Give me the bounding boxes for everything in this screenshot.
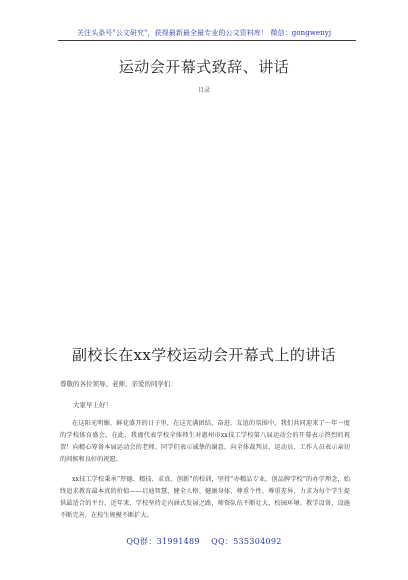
footer-contact: QQ群：31991489 QQ：535304092 xyxy=(126,537,282,546)
speech-title: 副校长在xx学校运动会开幕式上的讲话 xyxy=(71,346,337,364)
document-title: 运动会开幕式致辞、讲话 xyxy=(118,58,290,76)
header-banner: 关注头条号"公文研究"，获得最新最全最专业的公文资料库！ 微信：gongwenyj xyxy=(76,29,332,37)
body-paragraph-2: xx技工学校秉承“厚德、精技、求真、创新”的校训，坚持“办精品专业，创品牌学校”的办学理念，始终追求教育最本真的价值——启迪智慧、健全人格、健康身体、尊重个性、尊重差异、力求为每个学生提供最适合的平台、近年来，学校坚持走内涵式发展之路，师资队伍不断壮大，校园环境、教学设备、设施不断完善，在校生规模不断扩大。 xyxy=(60,476,350,519)
greeting: 大家早上好！ xyxy=(73,401,112,409)
salutation: 尊敬的各位领导、老师，亲爱的同学们： xyxy=(60,380,177,388)
header-divider xyxy=(58,40,356,41)
body-paragraph-1: 在这阳光明媚、鲜花盛开的日子里，在这充满团结、奋进、友谊的氛围中，我们共同迎来了一年一度的学校体育盛会。在此，我谨代表学校全体师生对惠州市xx技工学校第八届运动会的开幕表示热烈的祝贺！向精心筹备本届运动会的老师、同学们表示诚挚的谢意，向全体裁判员、运动员、工作人员表示亲切的问候和良好的祝愿。 xyxy=(60,420,350,463)
toc-label: 目录 xyxy=(197,87,210,94)
